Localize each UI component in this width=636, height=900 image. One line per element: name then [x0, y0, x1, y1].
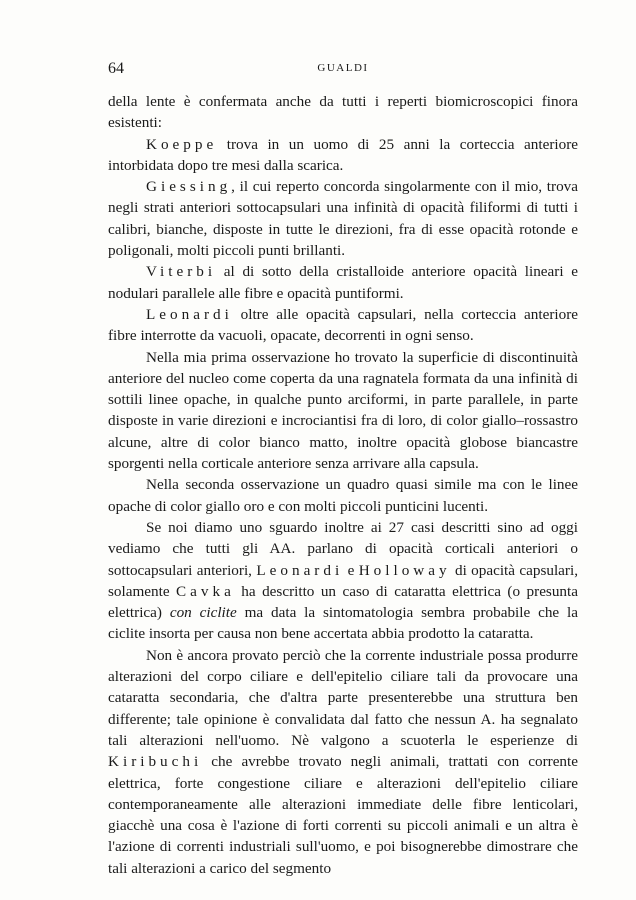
running-head: GUALDI — [317, 62, 369, 74]
paragraph — [108, 134, 578, 177]
text-run: al di sotto della cristalloide anteriore opacità lineari e nodulari parallele alle fibre e opacità puntiformi. — [108, 263, 578, 302]
author-name: Koeppe — [146, 135, 218, 153]
text-run: Se noi diamo uno sguardo inoltre ai 27 casi descritti sino ad oggi vediamo che tutti gli AA. parlano di opacità corticali anteriori o sottocapsulari anteriori, — [108, 518, 578, 579]
text-run: Nella mia prima osservazione ho trovato la superficie di discontinuità anteriore del nucleo come coperta da una ragnatela formata da una infinità di sottili linee opache, in qualche punto arciformi, in parte parallele, in parte disposte in varie direzioni e incrociantisi fra di loro, di color giallo–rossastro alcune, altre di color bianco matto, inoltre opacità globose biancastre sporgenti nella corticale anteriore senza arrivare alla capsula. — [108, 348, 578, 473]
text-run: della lente è confermata anche da tutti i reperti biomicroscopici finora esistenti: — [108, 93, 578, 132]
text-run: oltre alle opacità capsulari, nella corteccia anteriore fibre interrotte da vacuoli, opacate, decorrenti in ogni senso. — [108, 305, 578, 345]
author-name: Cavka — [176, 582, 235, 600]
paragraph — [108, 91, 578, 134]
page-number: 64 — [108, 60, 124, 77]
author-name: Leonardi — [256, 561, 344, 579]
italic-phrase: con ciclite — [169, 604, 237, 622]
paragraph — [108, 176, 578, 261]
paragraph — [108, 304, 578, 347]
text-run: , il cui reperto concorda singolarmente con il mio, trova negli strati anteriori sottocapsulari una infinità di opacità filiformi di tutti i calibri, bianche, disposte in tutte le direzioni, fra di esse opacità rotonde e poligonali, molti piccoli punti brillanti. — [108, 178, 578, 260]
page-header — [108, 60, 578, 82]
body-text — [108, 91, 578, 879]
paragraph — [108, 347, 578, 475]
text-run: che avrebbe trovato negli animali, trattati con corrente elettrica, forte congestione ciliare e alterazioni dell'epitelio ciliare contemporaneamente alle alterazioni immediate delle fibre lenticolari, giacchè una cosa è l'azione di forti correnti su piccoli animali e un altra è l'azione di correnti industriali sull'uomo, e poi bisognerebbe dimostrare che tali alterazioni a carico del segmento — [108, 753, 578, 877]
author-name: Kiribuchi — [108, 753, 203, 771]
paragraph — [108, 645, 578, 879]
text-run: Nella seconda osservazione un quadro quasi simile ma con le linee opache di color giallo oro e con molti piccoli punticini lucenti. — [108, 476, 578, 515]
text-run: trova in un uomo di 25 anni la corteccia anteriore intorbidata dopo tre mesi dalla scarica. — [108, 135, 578, 174]
author-name: Giessing — [146, 178, 232, 196]
paragraph — [108, 261, 578, 304]
paragraph — [108, 517, 578, 645]
author-name: Leonardi — [146, 305, 233, 323]
text-run: ha descritto un caso di cataratta elettrica (o presunta elettrica) — [108, 582, 578, 622]
author-name: Viterbi — [146, 263, 217, 281]
author-name: Holloway — [358, 561, 451, 579]
text-run: ma data la sintomatologia sembra probabile che la ciclite insorta per causa non bene accertata abbia prodotto la cataratta. — [108, 604, 578, 643]
text-run: e — [343, 561, 359, 579]
text-run: Non è ancora provato perciò che la corrente industriale possa produrre alterazioni del corpo ciliare e dell'epitelio ciliare tali da provocare una cataratta secondaria, che d'altra parte presenterebbe una struttura ben differente; tale opinione è convalidata dal fatto che nessun A. ha segnalato tali alterazioni nell'uomo. Nè valgono a scuoterla le esperienze di — [108, 646, 578, 749]
text-run: di opacità capsulari, solamente — [108, 561, 578, 600]
paragraph — [108, 474, 578, 517]
